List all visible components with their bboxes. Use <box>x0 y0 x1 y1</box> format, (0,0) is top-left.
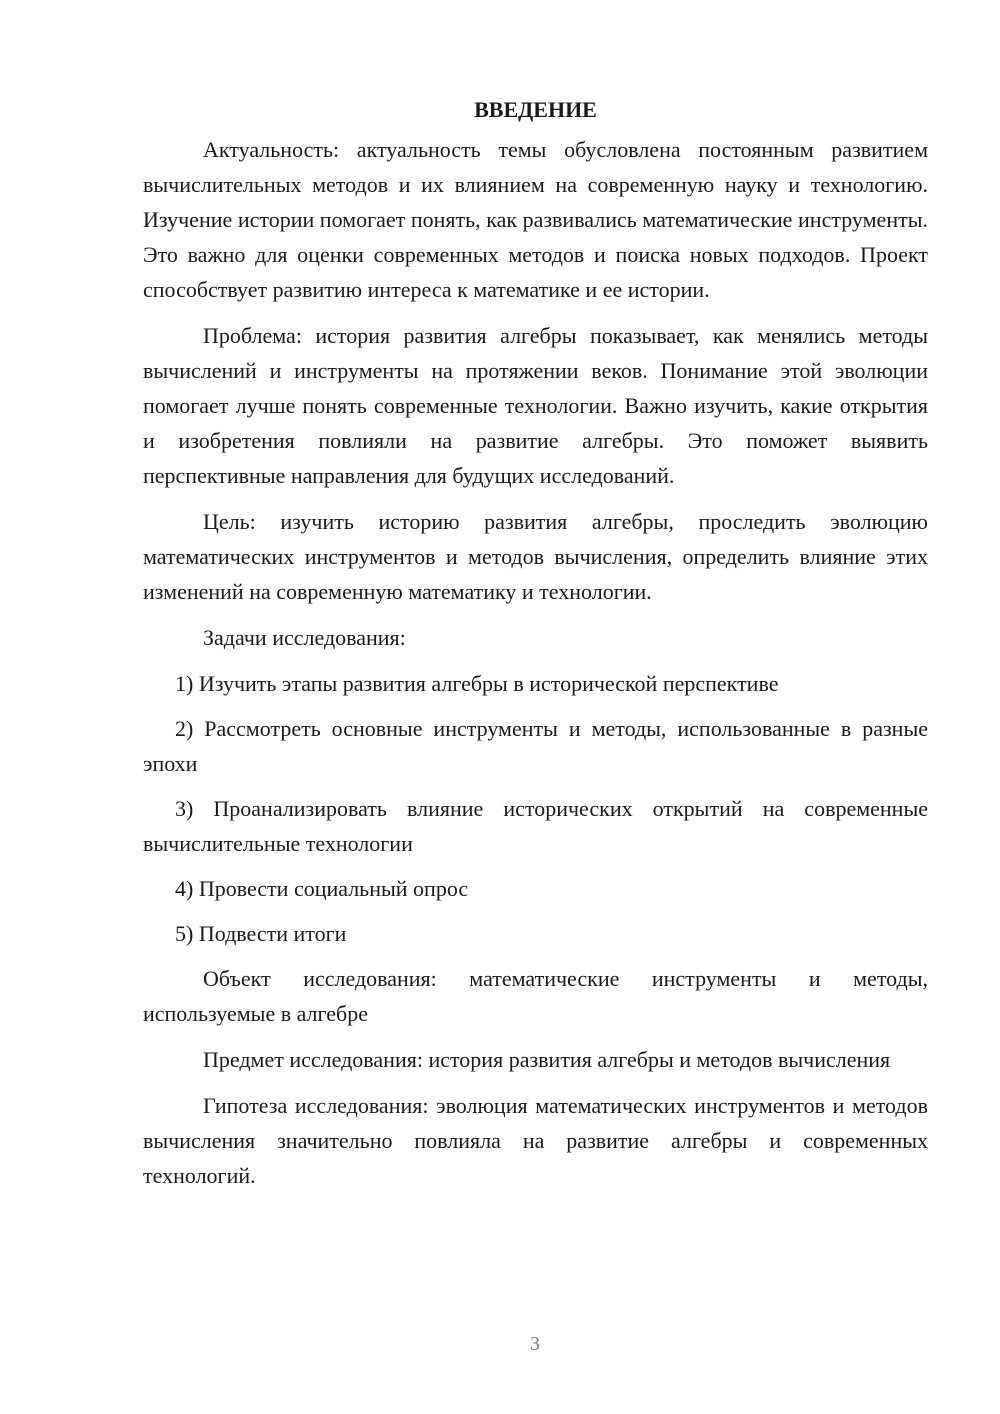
task-item-4: 4) Провести социальный опрос <box>175 876 469 901</box>
hypothesis-paragraph: Гипотеза исследования: эволюция математических инструментов и методов вычисления значительно повлияла на развитие алгебры и современных технологий. <box>143 1093 928 1188</box>
task-item-3: 3) Проанализировать влияние исторических открытий на современные вычислительные технологии <box>143 796 928 856</box>
subject-paragraph: Предмет исследования: история развития алгебры и методов вычисления <box>203 1047 891 1072</box>
task-item-2: 2) Рассмотреть основные инструменты и методы, использованные в разные эпохи <box>143 716 928 776</box>
task-item-5: 5) Подвести итоги <box>175 921 347 946</box>
page-title: ВВЕДЕНИЕ <box>474 97 597 122</box>
relevance-paragraph: Актуальность: актуальность темы обусловлена постоянным развитием вычислительных методов и их влиянием на современную науку и технологию. Изучение истории помогает понять, как развивались математические инструменты. Это важно для оценки современных методов и поиска новых подходов. Проект способствует развитию интереса к математике и ее истории. <box>143 137 928 302</box>
problem-paragraph: Проблема: история развития алгебры показывает, как менялись методы вычислений и инструменты на протяжении веков. Понимание этой эволюции помогает лучше понять современные технологии. Важно изучить, какие открытия и изобретения повлияли на развитие алгебры. Это поможет выявить перспективные направления для будущих исследований. <box>143 323 928 488</box>
task-item-1: 1) Изучить этапы развития алгебры в исторической перспективе <box>175 671 779 696</box>
tasks-heading: Задачи исследования: <box>203 625 406 650</box>
page-number: 3 <box>530 1333 540 1355</box>
document-page <box>143 92 928 1204</box>
object-paragraph: Объект исследования: математические инструменты и методы, используемые в алгебре <box>143 966 928 1026</box>
goal-paragraph: Цель: изучить историю развития алгебры, проследить эволюцию математических инструментов и методов вычисления, определить влияние этих изменений на современную математику и технологии. <box>143 509 928 604</box>
